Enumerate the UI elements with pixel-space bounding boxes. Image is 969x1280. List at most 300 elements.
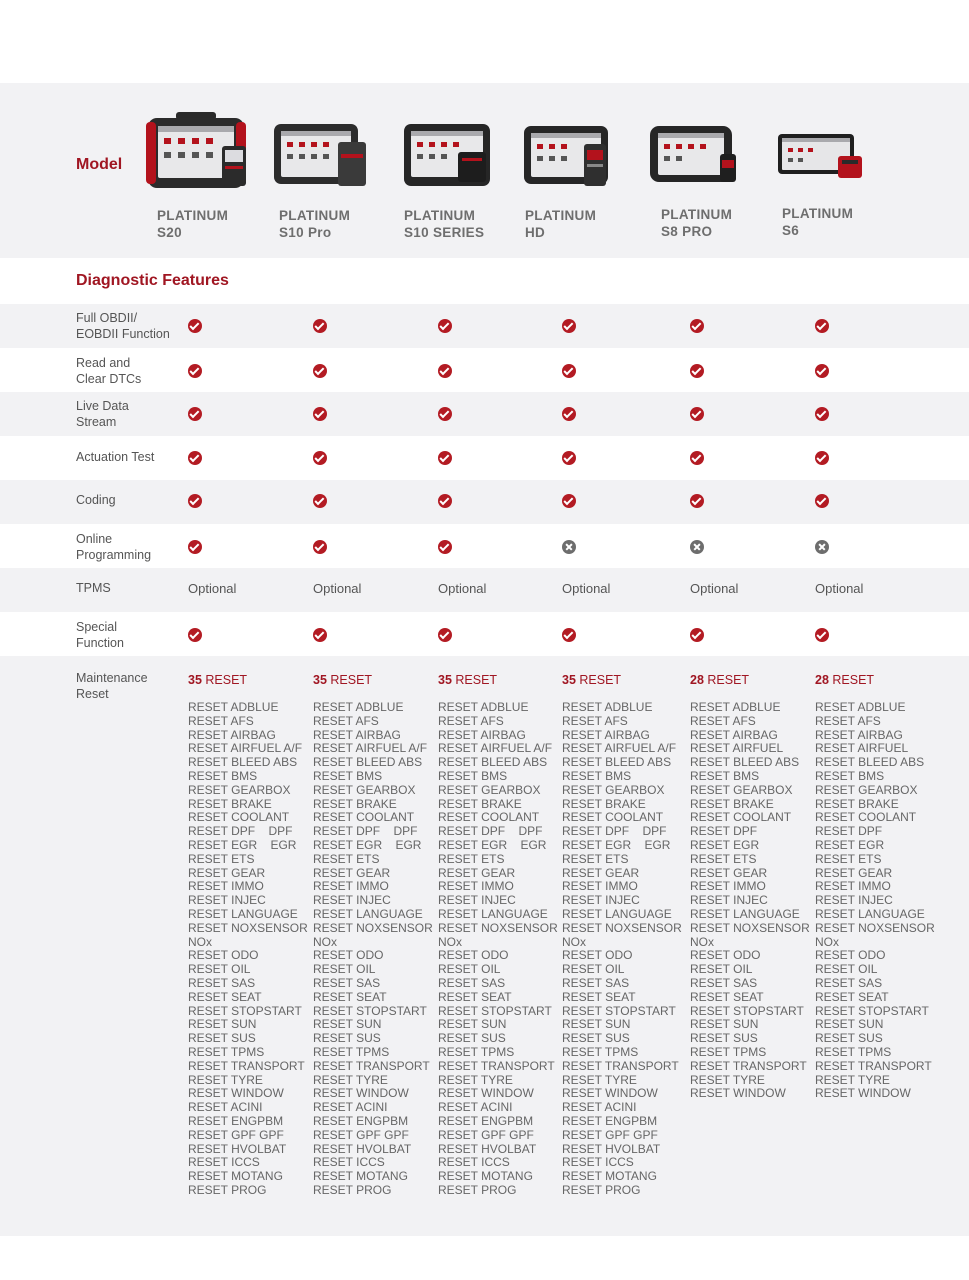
feature-label-line2: Stream xyxy=(76,414,117,429)
reset-count-number: 28 xyxy=(815,673,829,687)
reset-item: RESET ADBLUE xyxy=(690,700,781,714)
reset-count-number: 35 xyxy=(313,673,327,687)
reset-item: RESET COOLANT xyxy=(188,810,290,825)
reset-count-word: RESET xyxy=(579,673,622,687)
reset-item: RESET EGR EGR xyxy=(313,837,422,852)
reset-item: RESET BMS xyxy=(313,768,383,783)
reset-item: RESET SAS xyxy=(690,975,758,990)
reset-item: RESET INJEC xyxy=(188,893,266,908)
feature-label-line1: Special xyxy=(76,620,117,634)
reset-item: RESET AIRFUEL xyxy=(815,741,909,756)
check-icon xyxy=(562,628,576,642)
reset-item: RESET BRAKE xyxy=(313,796,397,811)
reset-item: RESET GEARBOX xyxy=(438,782,541,797)
device-image-s10-series xyxy=(404,124,492,191)
reset-item: NOx xyxy=(313,934,337,949)
check-icon xyxy=(188,494,202,508)
product-line1: PLATINUM xyxy=(782,206,854,221)
reset-count-number: 35 xyxy=(562,673,576,687)
reset-item: RESET ICCS xyxy=(188,1155,260,1170)
check-icon xyxy=(815,494,829,508)
reset-list-s8-pro xyxy=(690,701,810,1101)
reset-item: RESET BLEED ABS xyxy=(690,755,800,770)
reset-item: RESET PROG xyxy=(188,1182,267,1197)
reset-item: RESET GEAR xyxy=(815,865,893,880)
check-icon xyxy=(313,628,327,642)
feature-label-line1: Full OBDII/ xyxy=(76,311,138,325)
reset-item: RESET TPMS xyxy=(690,1044,767,1059)
feature-label xyxy=(76,620,124,651)
reset-item: RESET OIL xyxy=(815,962,878,977)
reset-item: RESET SUS xyxy=(690,1031,758,1046)
maintenance-reset-label xyxy=(76,671,148,702)
check-icon xyxy=(815,319,829,333)
check-icon xyxy=(690,628,704,642)
reset-item: RESET ADBLUE xyxy=(562,700,653,714)
reset-item: RESET TYRE xyxy=(313,1072,388,1087)
check-icon xyxy=(313,451,327,465)
check-icon xyxy=(313,364,327,378)
reset-item: RESET GPF GPF xyxy=(562,1127,658,1142)
reset-item: RESET GEAR xyxy=(438,865,516,880)
feature-label xyxy=(76,581,111,597)
check-icon xyxy=(438,364,452,378)
reset-item: RESET AFS xyxy=(690,713,756,728)
reset-count-word: RESET xyxy=(330,673,373,687)
reset-item: RESET SAS xyxy=(815,975,883,990)
reset-item: RESET SAS xyxy=(188,975,256,990)
reset-item: RESET ACINI xyxy=(438,1100,513,1115)
product-name-s10-series xyxy=(404,207,484,241)
reset-item: RESET GEAR xyxy=(313,865,391,880)
reset-item: RESET GEAR xyxy=(562,865,640,880)
product-line2: HD xyxy=(525,225,546,240)
cross-icon xyxy=(562,540,576,554)
reset-item: RESET AFS xyxy=(562,713,628,728)
reset-item: RESET LANGUAGE xyxy=(438,906,548,921)
reset-item: RESET ETS xyxy=(188,851,255,866)
section-title: Diagnostic Features xyxy=(76,272,229,289)
feature-label-line2: Clear DTCs xyxy=(76,371,142,386)
cell-s20-value: Optional xyxy=(188,581,237,596)
reset-item: RESET INJEC xyxy=(438,893,516,908)
reset-item: RESET TRANSPORT xyxy=(313,1058,430,1073)
reset-item: RESET ODO xyxy=(815,948,886,963)
device-image-s20 xyxy=(146,112,248,195)
product-line1: PLATINUM xyxy=(661,207,733,222)
device-image-s10-pro xyxy=(274,124,368,193)
reset-item: RESET INJEC xyxy=(562,893,640,908)
reset-item: RESET WINDOW xyxy=(562,1086,658,1101)
reset-item: RESET PROG xyxy=(438,1182,517,1197)
reset-item: RESET SUN xyxy=(438,1017,507,1032)
cell-hd-value: Optional xyxy=(562,581,611,596)
reset-item: RESET ODO xyxy=(313,948,384,963)
reset-item: RESET SUN xyxy=(313,1017,382,1032)
reset-item: RESET AFS xyxy=(313,713,379,728)
reset-count-number: 35 xyxy=(188,673,202,687)
reset-item: RESET SAS xyxy=(313,975,381,990)
feature-label-line1: Live Data xyxy=(76,399,129,413)
reset-item: RESET DPF DPF xyxy=(313,824,418,839)
feature-label-line1: Online xyxy=(76,532,113,546)
reset-item: RESET AIRBAG xyxy=(815,727,903,742)
cell-s6-value: Optional xyxy=(815,581,864,596)
model-label: Model xyxy=(76,156,123,173)
reset-item: RESET MOTANG xyxy=(562,1169,657,1184)
check-icon xyxy=(562,451,576,465)
reset-item: RESET GEARBOX xyxy=(188,782,291,797)
reset-item: RESET BMS xyxy=(815,768,885,783)
reset-item: RESET GPF GPF xyxy=(438,1127,534,1142)
check-icon xyxy=(188,451,202,465)
reset-item: RESET OIL xyxy=(188,962,251,977)
check-icon xyxy=(188,319,202,333)
reset-item: RESET EGR EGR xyxy=(438,837,547,852)
reset-item: RESET WINDOW xyxy=(438,1086,534,1101)
reset-item: RESET IMMO xyxy=(690,879,766,894)
feature-label-line1: Coding xyxy=(76,493,116,507)
reset-item: RESET COOLANT xyxy=(690,810,792,825)
reset-item: RESET NOXSENSOR xyxy=(815,920,935,935)
reset-item: RESET AFS xyxy=(815,713,881,728)
reset-item: RESET NOXSENSOR xyxy=(562,920,682,935)
check-icon xyxy=(815,407,829,421)
reset-item: RESET STOPSTART xyxy=(690,1003,804,1018)
reset-item: RESET TYRE xyxy=(438,1072,513,1087)
reset-item: RESET ICCS xyxy=(313,1155,385,1170)
reset-item: RESET ADBLUE xyxy=(815,700,906,714)
reset-count-s10-series xyxy=(438,673,497,687)
product-line2: S10 Pro xyxy=(279,225,332,240)
reset-item: RESET NOXSENSOR xyxy=(690,920,810,935)
reset-item: RESET AIRBAG xyxy=(690,727,778,742)
reset-item: RESET DPF DPF xyxy=(438,824,543,839)
reset-item: RESET ETS xyxy=(562,851,629,866)
reset-item: RESET INJEC xyxy=(690,893,768,908)
reset-item: RESET LANGUAGE xyxy=(690,906,800,921)
row-label-line2: Reset xyxy=(76,686,109,701)
reset-item: RESET TYRE xyxy=(562,1072,637,1087)
reset-item: RESET SEAT xyxy=(188,989,262,1004)
reset-count-s10-pro xyxy=(313,673,372,687)
reset-item: RESET ENGPBM xyxy=(562,1113,658,1128)
device-image-hd xyxy=(524,126,612,193)
check-icon xyxy=(815,628,829,642)
reset-item: RESET MOTANG xyxy=(188,1169,283,1184)
product-line2: S20 xyxy=(157,225,182,240)
reset-item: RESET TRANSPORT xyxy=(562,1058,679,1073)
reset-item: RESET TPMS xyxy=(313,1044,390,1059)
feature-label xyxy=(76,399,129,430)
reset-item: RESET STOPSTART xyxy=(438,1003,552,1018)
reset-item: RESET BRAKE xyxy=(438,796,522,811)
reset-item: RESET AIRBAG xyxy=(438,727,526,742)
feature-label-line1: Read and xyxy=(76,356,131,370)
reset-item: RESET OIL xyxy=(438,962,501,977)
feature-label-line1: Actuation Test xyxy=(76,450,155,464)
reset-item: RESET BLEED ABS xyxy=(562,755,672,770)
reset-item: RESET LANGUAGE xyxy=(562,906,672,921)
reset-item: NOx xyxy=(438,934,462,949)
reset-item: RESET MOTANG xyxy=(313,1169,408,1184)
reset-item: RESET LANGUAGE xyxy=(188,906,298,921)
check-icon xyxy=(690,494,704,508)
check-icon xyxy=(438,407,452,421)
reset-item: RESET WINDOW xyxy=(188,1086,284,1101)
check-icon xyxy=(562,364,576,378)
reset-item: RESET ENGPBM xyxy=(438,1113,534,1128)
reset-item: RESET TYRE xyxy=(188,1072,263,1087)
reset-item: RESET ENGPBM xyxy=(313,1113,409,1128)
check-icon xyxy=(815,364,829,378)
reset-item: RESET IMMO xyxy=(313,879,389,894)
reset-count-word: RESET xyxy=(455,673,498,687)
reset-item: RESET TPMS xyxy=(438,1044,515,1059)
reset-item: RESET TRANSPORT xyxy=(188,1058,305,1073)
product-line1: PLATINUM xyxy=(157,208,229,223)
reset-item: RESET NOXSENSOR xyxy=(188,920,308,935)
reset-item: RESET SUS xyxy=(815,1031,883,1046)
reset-item: RESET GEAR xyxy=(188,865,266,880)
check-icon xyxy=(815,451,829,465)
reset-item: RESET TPMS xyxy=(815,1044,892,1059)
reset-item: RESET LANGUAGE xyxy=(313,906,423,921)
feature-label xyxy=(76,356,141,387)
cross-icon xyxy=(815,540,829,554)
reset-count-number: 35 xyxy=(438,673,452,687)
feature-label xyxy=(76,532,151,563)
check-icon xyxy=(562,494,576,508)
reset-item: RESET IMMO xyxy=(815,879,891,894)
check-icon xyxy=(188,540,202,554)
product-line2: S10 SERIES xyxy=(404,225,485,240)
reset-item: RESET BLEED ABS xyxy=(188,755,298,770)
reset-count-word: RESET xyxy=(707,673,750,687)
reset-item: RESET SEAT xyxy=(438,989,512,1004)
reset-item: RESET DPF xyxy=(815,824,883,839)
reset-item: RESET HVOLBAT xyxy=(188,1141,287,1156)
reset-list-s20 xyxy=(188,701,308,1198)
reset-item: RESET ETS xyxy=(438,851,505,866)
reset-item: RESET BMS xyxy=(690,768,760,783)
reset-item: RESET DPF xyxy=(690,824,758,839)
reset-item: RESET IMMO xyxy=(562,879,638,894)
check-icon xyxy=(438,451,452,465)
reset-item: RESET TRANSPORT xyxy=(815,1058,932,1073)
reset-item: RESET GPF GPF xyxy=(313,1127,409,1142)
reset-item: RESET ADBLUE xyxy=(438,700,529,714)
check-icon xyxy=(562,319,576,333)
reset-item: RESET GEAR xyxy=(690,865,768,880)
reset-item: RESET SUN xyxy=(188,1017,257,1032)
feature-label-line2: EOBDII Function xyxy=(76,326,170,341)
reset-item: RESET IMMO xyxy=(188,879,264,894)
product-line1: PLATINUM xyxy=(279,208,351,223)
reset-item: RESET ETS xyxy=(313,851,380,866)
reset-item: RESET SEAT xyxy=(313,989,387,1004)
reset-item: RESET DPF DPF xyxy=(188,824,293,839)
reset-item: RESET EGR EGR xyxy=(188,837,297,852)
reset-item: RESET AIRBAG xyxy=(313,727,401,742)
check-icon xyxy=(690,364,704,378)
reset-item: RESET PROG xyxy=(562,1182,641,1197)
reset-item: RESET ACINI xyxy=(562,1100,637,1115)
check-icon xyxy=(438,540,452,554)
reset-item: RESET AIRFUEL A/F xyxy=(313,741,428,756)
product-line2: S8 PRO xyxy=(661,224,713,239)
reset-count-s20 xyxy=(188,673,247,687)
reset-item: RESET BMS xyxy=(562,768,632,783)
reset-item: RESET OIL xyxy=(690,962,753,977)
reset-item: RESET GEARBOX xyxy=(562,782,665,797)
reset-item: RESET WINDOW xyxy=(313,1086,409,1101)
reset-item: RESET STOPSTART xyxy=(562,1003,676,1018)
reset-item: RESET BRAKE xyxy=(188,796,272,811)
reset-count-s6 xyxy=(815,673,874,687)
product-line1: PLATINUM xyxy=(404,208,476,223)
reset-item: RESET HVOLBAT xyxy=(438,1141,537,1156)
reset-item: RESET STOPSTART xyxy=(188,1003,302,1018)
cell-s8-pro-value: Optional xyxy=(690,581,739,596)
reset-item: RESET TRANSPORT xyxy=(438,1058,555,1073)
reset-item: RESET AIRBAG xyxy=(562,727,650,742)
product-line2: S6 xyxy=(782,223,800,238)
check-icon xyxy=(313,540,327,554)
reset-item: RESET BLEED ABS xyxy=(313,755,423,770)
reset-item: RESET HVOLBAT xyxy=(562,1141,661,1156)
reset-item: RESET TYRE xyxy=(690,1072,765,1087)
reset-item: RESET AIRFUEL A/F xyxy=(562,741,677,756)
reset-item: RESET BRAKE xyxy=(562,796,646,811)
reset-item: RESET BLEED ABS xyxy=(815,755,925,770)
product-name-hd xyxy=(525,207,596,241)
check-icon xyxy=(562,407,576,421)
reset-item: RESET TYRE xyxy=(815,1072,890,1087)
device-image-s8-pro xyxy=(650,126,740,195)
reset-item: RESET PROG xyxy=(313,1182,392,1197)
reset-item: RESET INJEC xyxy=(815,893,893,908)
reset-item: RESET ODO xyxy=(690,948,761,963)
reset-list-s6 xyxy=(815,701,935,1101)
reset-item: RESET GEARBOX xyxy=(690,782,793,797)
reset-item: RESET SEAT xyxy=(690,989,764,1004)
feature-label xyxy=(76,311,170,342)
reset-item: RESET ETS xyxy=(690,851,757,866)
reset-item: NOx xyxy=(690,934,714,949)
reset-item: RESET SUS xyxy=(562,1031,630,1046)
reset-item: RESET COOLANT xyxy=(313,810,415,825)
reset-item: RESET ETS xyxy=(815,851,882,866)
reset-item: NOx xyxy=(815,934,839,949)
reset-item: RESET SUS xyxy=(188,1031,256,1046)
device-image-s6 xyxy=(778,134,866,189)
reset-item: RESET ODO xyxy=(438,948,509,963)
reset-list-s10-series xyxy=(438,701,558,1198)
reset-item: RESET SUS xyxy=(438,1031,506,1046)
check-icon xyxy=(690,319,704,333)
feature-label-line2: Programming xyxy=(76,547,152,562)
reset-item: RESET WINDOW xyxy=(690,1086,786,1101)
check-icon xyxy=(690,451,704,465)
product-name-s8-pro xyxy=(661,206,732,240)
feature-label xyxy=(76,450,154,466)
reset-count-word: RESET xyxy=(832,673,875,687)
reset-item: RESET STOPSTART xyxy=(313,1003,427,1018)
reset-item: RESET ODO xyxy=(188,948,259,963)
reset-item: RESET BRAKE xyxy=(690,796,774,811)
reset-item: RESET MOTANG xyxy=(438,1169,533,1184)
reset-item: RESET INJEC xyxy=(313,893,391,908)
reset-item: RESET AIRFUEL A/F xyxy=(438,741,553,756)
reset-item: RESET ODO xyxy=(562,948,633,963)
reset-item: RESET ICCS xyxy=(438,1155,510,1170)
reset-item: RESET DPF DPF xyxy=(562,824,667,839)
check-icon xyxy=(188,628,202,642)
reset-item: RESET GPF GPF xyxy=(188,1127,284,1142)
reset-list-hd xyxy=(562,701,682,1198)
reset-item: RESET BMS xyxy=(438,768,508,783)
product-name-s20 xyxy=(157,207,228,241)
reset-count-word: RESET xyxy=(205,673,248,687)
reset-item: RESET SAS xyxy=(438,975,506,990)
reset-item: RESET ICCS xyxy=(562,1155,634,1170)
reset-item: RESET GEARBOX xyxy=(815,782,918,797)
reset-item: RESET IMMO xyxy=(438,879,514,894)
check-icon xyxy=(438,319,452,333)
check-icon xyxy=(690,407,704,421)
reset-item: RESET SAS xyxy=(562,975,630,990)
check-icon xyxy=(313,319,327,333)
reset-item: RESET TRANSPORT xyxy=(690,1058,807,1073)
reset-item: RESET ADBLUE xyxy=(188,700,279,714)
reset-item: RESET GEARBOX xyxy=(313,782,416,797)
reset-item: RESET NOXSENSOR xyxy=(313,920,433,935)
feature-label xyxy=(76,493,116,509)
reset-item: RESET SUN xyxy=(815,1017,884,1032)
row-label-line1: Maintenance xyxy=(76,671,148,685)
reset-item: RESET AIRBAG xyxy=(188,727,276,742)
reset-count-s8-pro xyxy=(690,673,749,687)
reset-item: NOx xyxy=(188,934,212,949)
reset-item: RESET SUN xyxy=(562,1017,631,1032)
reset-item: RESET EGR xyxy=(690,837,760,852)
reset-item: RESET AIRFUEL xyxy=(690,741,784,756)
reset-item: RESET OIL xyxy=(313,962,376,977)
reset-count-hd xyxy=(562,673,621,687)
reset-item: RESET AFS xyxy=(438,713,504,728)
check-icon xyxy=(313,407,327,421)
product-name-s10-pro xyxy=(279,207,350,241)
reset-count-number: 28 xyxy=(690,673,704,687)
reset-item: RESET ACINI xyxy=(188,1100,263,1115)
reset-item: RESET AIRFUEL A/F xyxy=(188,741,303,756)
check-icon xyxy=(438,628,452,642)
check-icon xyxy=(188,407,202,421)
reset-item: RESET TPMS xyxy=(562,1044,639,1059)
feature-label-line1: TPMS xyxy=(76,581,111,595)
reset-item: RESET COOLANT xyxy=(438,810,540,825)
reset-item: RESET BMS xyxy=(188,768,258,783)
reset-item: RESET STOPSTART xyxy=(815,1003,929,1018)
reset-item: RESET ENGPBM xyxy=(188,1113,284,1128)
check-icon xyxy=(313,494,327,508)
reset-item: RESET EGR xyxy=(815,837,885,852)
reset-item: RESET SUS xyxy=(313,1031,381,1046)
reset-item: RESET HVOLBAT xyxy=(313,1141,412,1156)
reset-item: RESET AFS xyxy=(188,713,254,728)
reset-item: RESET BLEED ABS xyxy=(438,755,548,770)
